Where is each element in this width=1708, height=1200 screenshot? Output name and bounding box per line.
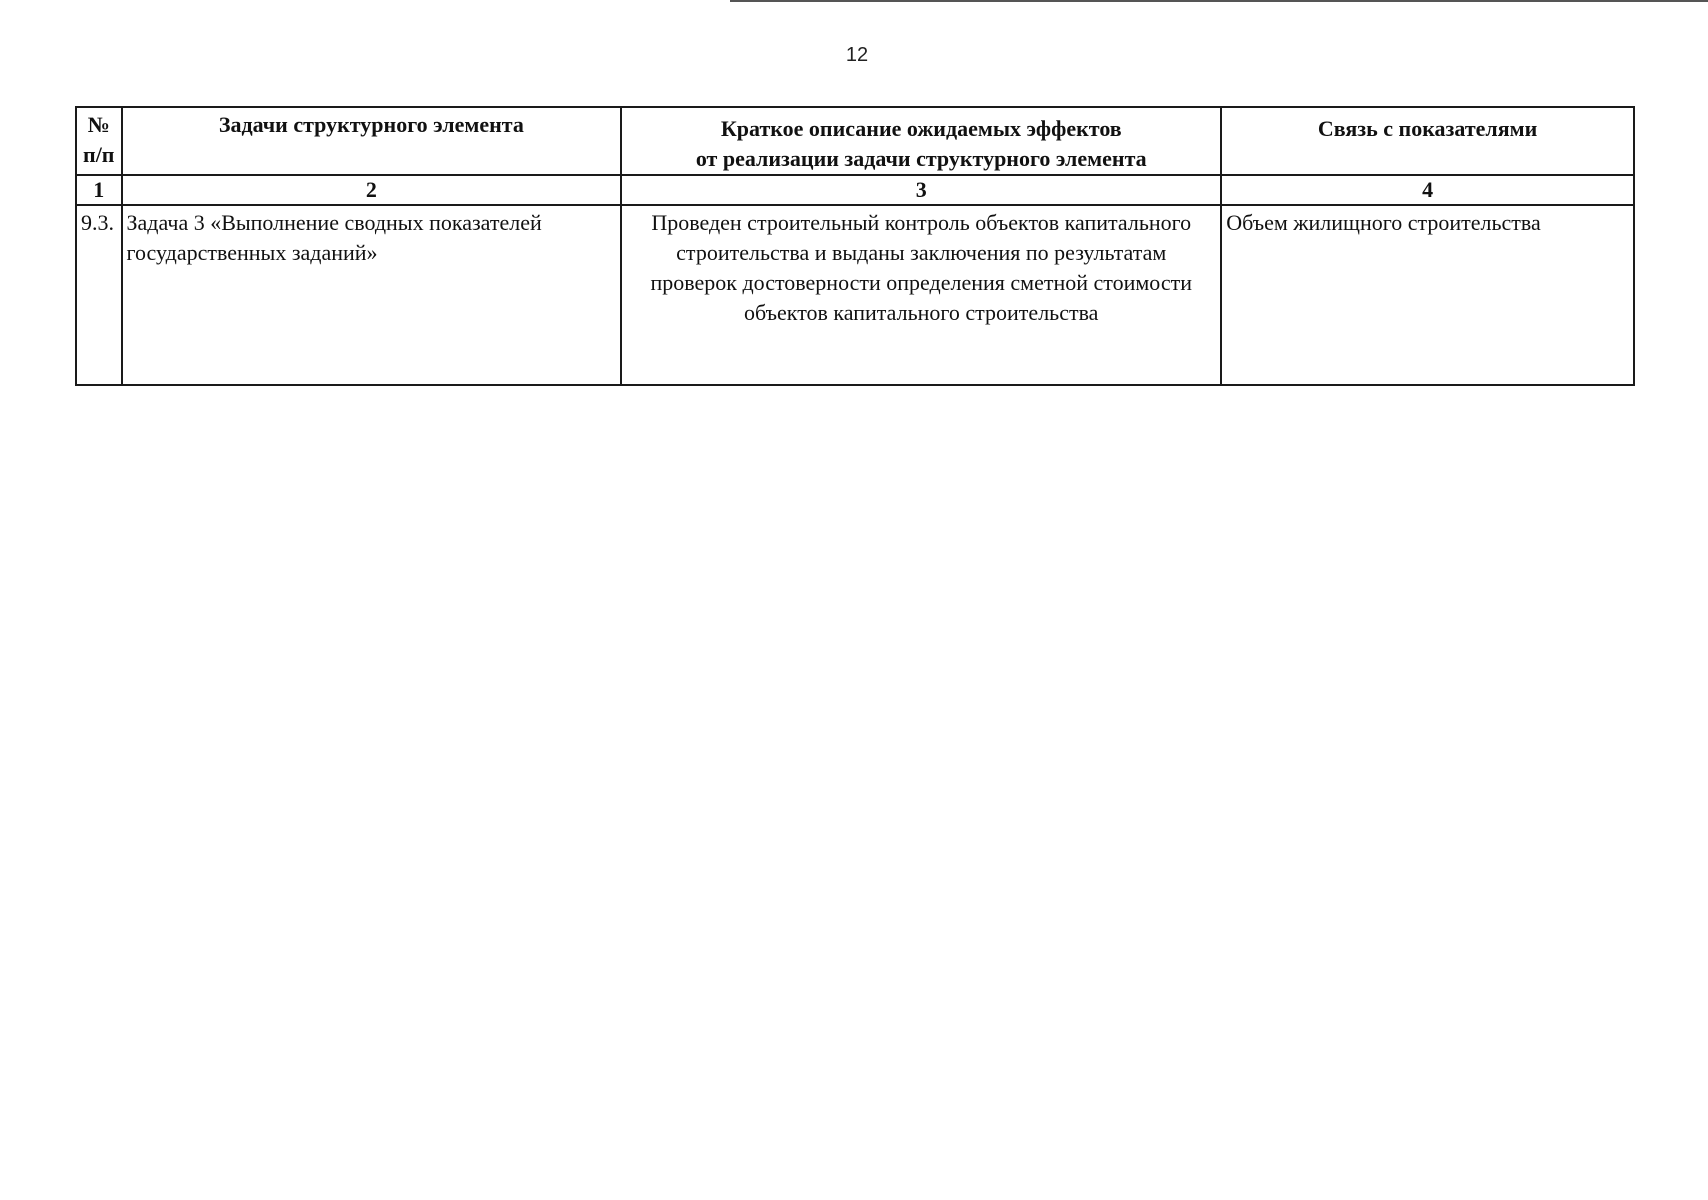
header-description-line-2: от реализации задачи структурного элемента — [695, 146, 1147, 171]
column-number: 3 — [621, 175, 1221, 205]
header-link: Связь с показателями — [1221, 107, 1634, 175]
table-row — [76, 205, 1634, 385]
column-number: 1 — [76, 175, 122, 205]
header-number — [76, 107, 122, 175]
header-tasks: Задачи структурного элемента — [122, 107, 622, 175]
page-number: 12 — [845, 44, 869, 66]
column-number: 2 — [122, 175, 622, 205]
header-description — [621, 107, 1221, 175]
effects-table — [75, 106, 1635, 386]
row-description: Проведен строительный контроль объектов капитального строительства и выданы заключения по результатам проверок достоверности определения сметной стоимости объектов капитального строительства — [621, 205, 1221, 385]
row-task: Задача 3 «Выполнение сводных показателей государственных заданий» — [122, 205, 622, 385]
header-description-line-1: Краткое описание ожидаемых эффектов — [720, 116, 1122, 141]
row-link: Объем жилищного строительства — [1221, 205, 1634, 385]
header-number-line-2: п/п — [83, 142, 115, 167]
column-number: 4 — [1221, 175, 1634, 205]
row-number: 9.3. — [76, 205, 122, 385]
header-number-line-1: № — [87, 112, 110, 137]
table-header-row — [76, 107, 1634, 175]
scan-edge-line — [730, 0, 1708, 2]
column-number-row — [76, 175, 1634, 205]
